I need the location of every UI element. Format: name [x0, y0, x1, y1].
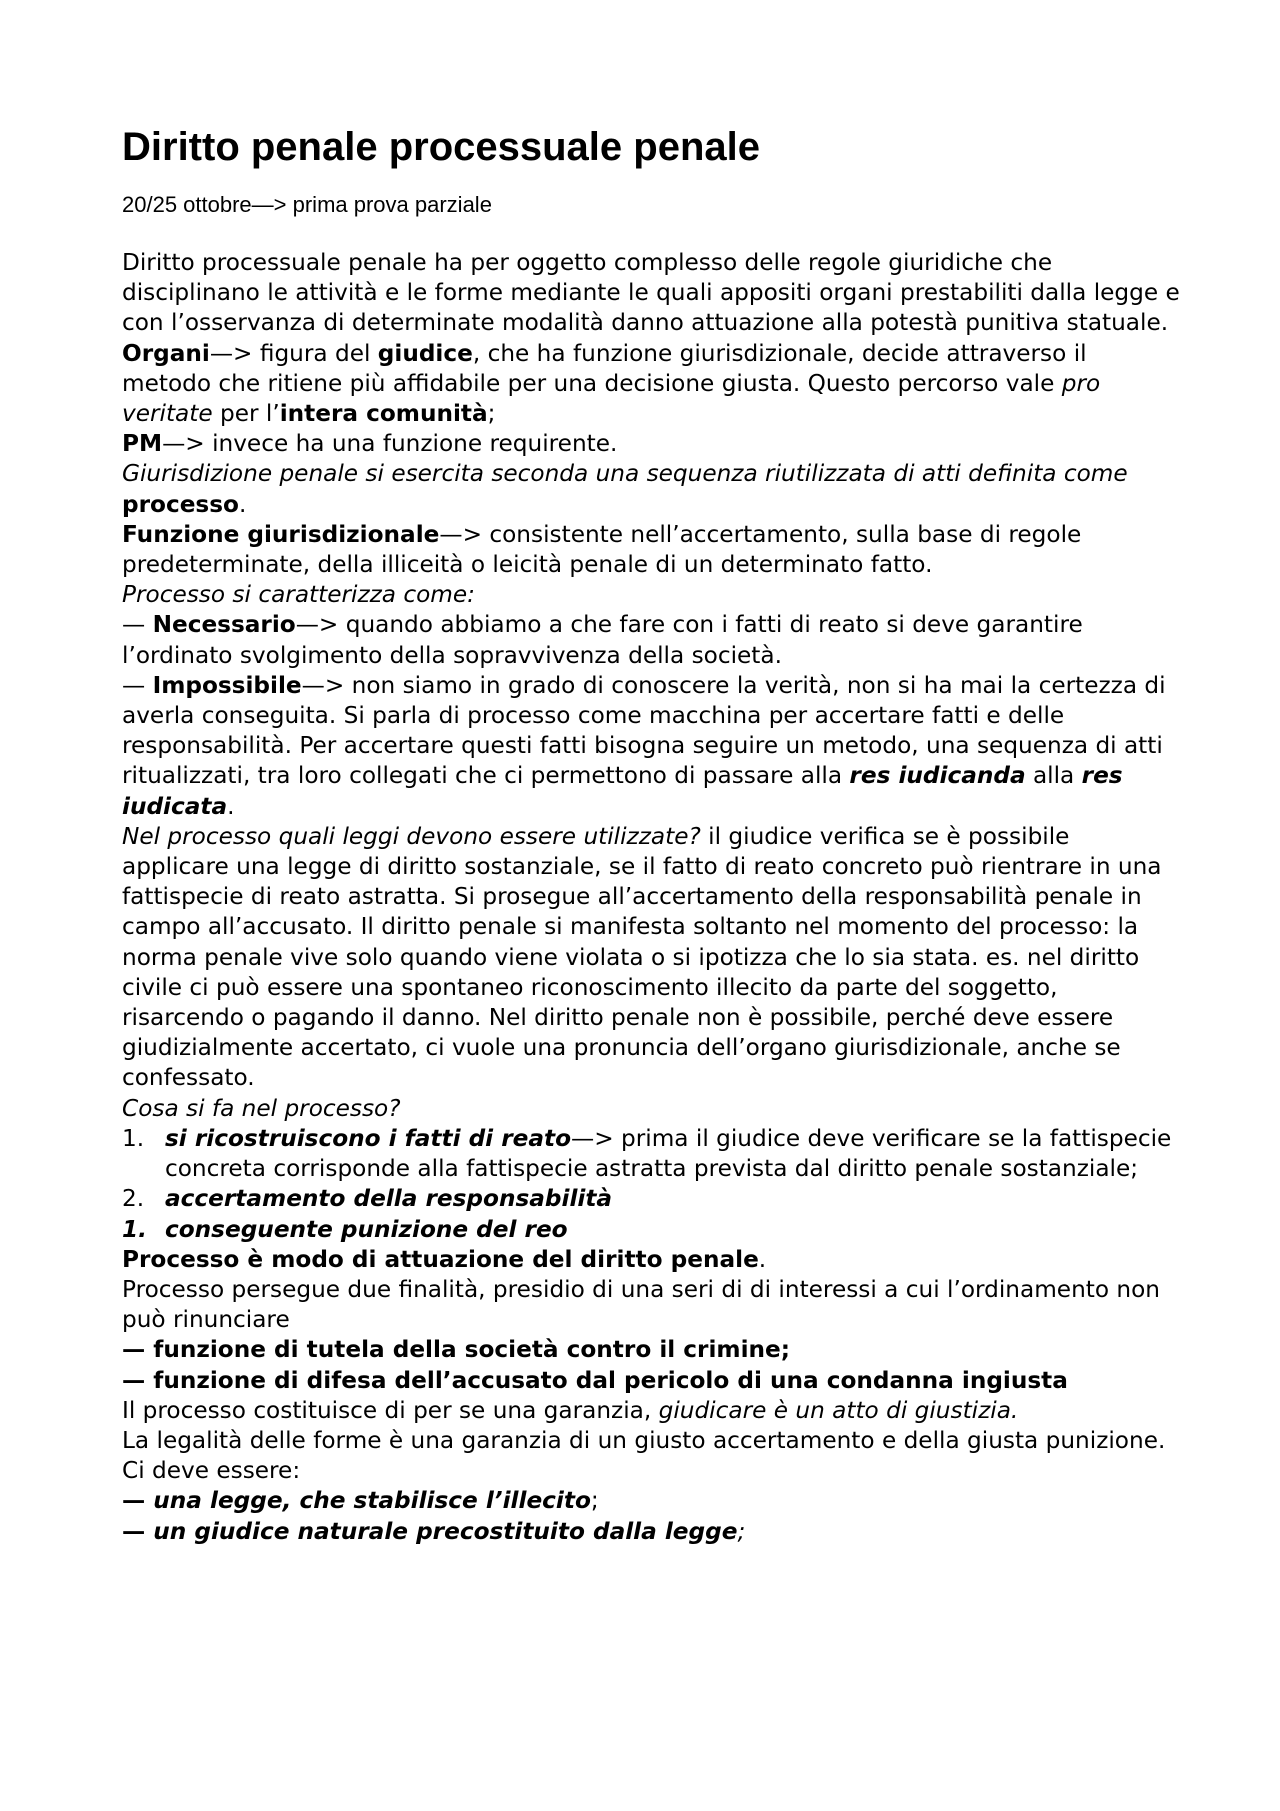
term-giudice: giudice — [377, 339, 473, 367]
list-item: 2. accertamento della responsabilità — [122, 1184, 1182, 1214]
list-number: 1. — [122, 1124, 145, 1152]
list-number: 1. — [122, 1215, 147, 1243]
numbered-list — [122, 1124, 1182, 1245]
paragraph-funzione-giurisdizionale: Funzione giurisdizionale—> consistente nell’accertamento, sulla base di regole predeterminate, della illiceità o leicità penale di un determinato fatto. — [122, 520, 1082, 579]
paragraph-leggi: Nel processo quali leggi devono essere utilizzate? il giudice verifica se è possibile applicare una legge di diritto sostanziale, se il fatto di reato concreto può rientrare in una fattispecie di reato astratta. Si prosegue all’accertamento della responsabilità penale in campo all’accusato. Il diritto penale si manifesta soltanto nel momento del processo: la norma penale vive solo quando viene violata o si ipotizza che lo sia stata. es. nel diritto civile ci può essere una spontaneo riconoscimento illecito da parte del soggetto, risarcendo o pagando il danno. Nel diritto penale non è possibile, perché deve essere giudizialmente accertato, ci vuole una pronuncia dell’organo giurisdizionale, anche se confessato. — [122, 822, 1162, 1092]
term-processo: processo — [122, 490, 239, 518]
paragraph-finalita: Processo persegue due finalità, presidio di una seri di di interessi a cui l’ordinamento non può rinunciare — [122, 1275, 1160, 1334]
paragraph-giudice-naturale: — un giudice naturale precostituito dalla legge; — [122, 1517, 746, 1545]
term-pm: PM — [122, 430, 163, 458]
term-impossibile: Impossibile — [152, 671, 302, 699]
term-res-iudicanda: res iudicanda — [849, 762, 1026, 790]
list-item: 1. si ricostruiscono i fatti di reato—> prima il giudice deve verificare se la fattispecie concreta corrisponde alla fattispecie astratta prevista dal diritto penale sostanziale; — [122, 1124, 1182, 1184]
paragraph-caratterizza: Processo si caratterizza come: — [122, 581, 475, 609]
paragraph-legalita: La legalità delle forme è una garanzia di un giusto accertamento e della giusta punizione. Ci deve essere: — [122, 1426, 1166, 1485]
term-res-iudicata: res iudicata — [122, 762, 1123, 820]
paragraph-giurisdizione: Giurisdizione penale si esercita seconda una sequenza riutilizzata di atti definita come processo. — [122, 460, 1128, 518]
paragraph-cosa-si-fa: Cosa si fa nel processo? — [122, 1094, 401, 1122]
paragraph-funzione-tutela: — funzione di tutela della società contro il crimine; — [122, 1336, 791, 1364]
term-intera-comunita: intera comunità — [279, 400, 488, 428]
paragraph-organi: Organi—> figura del giudice, che ha funzione giurisdizionale, decide attraverso il metodo che ritiene più affidabile per una decisione giusta. Questo percorso vale pro veritate per l’intera comunità; — [122, 339, 1101, 428]
paragraph-funzione-difesa: — funzione di difesa dell’accusato dal pericolo di una condanna ingiusta — [122, 1366, 1068, 1394]
term-funzione-giurisdizionale: Funzione giurisdizionale — [122, 520, 440, 548]
term-pro-veritate: pro veritate — [122, 369, 1101, 428]
date-note: 20/25 ottobre—> prima prova parziale — [122, 192, 492, 217]
term-organi: Organi — [122, 339, 210, 367]
list-item: 1. conseguente punizione del reo — [122, 1215, 1182, 1245]
paragraph-pm: PM—> invece ha una funzione requirente. — [122, 430, 618, 458]
term-necessario: Necessario — [152, 611, 296, 639]
paragraph-definition: Diritto processuale penale ha per oggetto complesso delle regole giuridiche che disciplinano le attività e le forme mediante le quali appositi organi prestabiliti dalla legge e con l’osservanza di determinate modalità danno attuazione alla potestà punitiva statuale. — [122, 249, 1180, 337]
document-content — [122, 118, 1182, 1547]
paragraph-necessario: — Necessario—> quando abbiamo a che fare con i fatti di reato si deve garantire l’ordinato svolgimento della sopravvivenza della società. — [122, 611, 1083, 669]
paragraph-legge: — una legge, che stabilisce l’illecito; — [122, 1487, 599, 1515]
document-title: Diritto penale processuale penale — [122, 125, 760, 169]
paragraph-garanzia: Il processo costituisce di per se una garanzia, giudicare è un atto di giustizia. — [122, 1396, 1019, 1424]
list-number: 2. — [122, 1185, 145, 1213]
paragraph-attuazione: Processo è modo di attuazione del diritto penale. — [122, 1245, 767, 1273]
document-body — [122, 248, 1182, 1547]
paragraph-impossibile: — Impossibile—> non siamo in grado di conoscere la verità, non si ha mai la certezza di averla conseguita. Si parla di processo come macchina per accertare fatti e delle responsabilità. Per accertare questi fatti bisogna seguire un metodo, una sequenza di atti ritualizzati, tra loro collegati che ci permettono di passare alla res iudicanda alla res iudicata. — [122, 671, 1166, 820]
